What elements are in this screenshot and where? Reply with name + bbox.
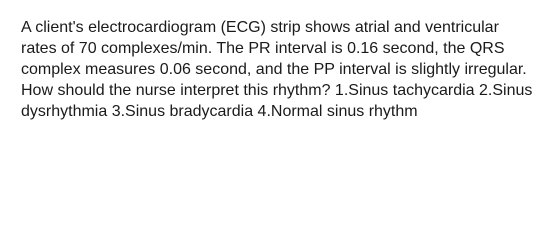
question-text: A client's electrocardiogram (ECG) strip shows atrial and ventricular rates of 70 complexes/min. The PR interval is 0.16 second, the QRS complex measures 0.06 second, and the PP interval is slightly irregular. How should the nurse interpret this rhythm? 1.Sinus tachycardia 2.Sinus dysrhythmia 3.Sinus bradycardia 4.Normal sinus rhythm (21, 19, 533, 120)
